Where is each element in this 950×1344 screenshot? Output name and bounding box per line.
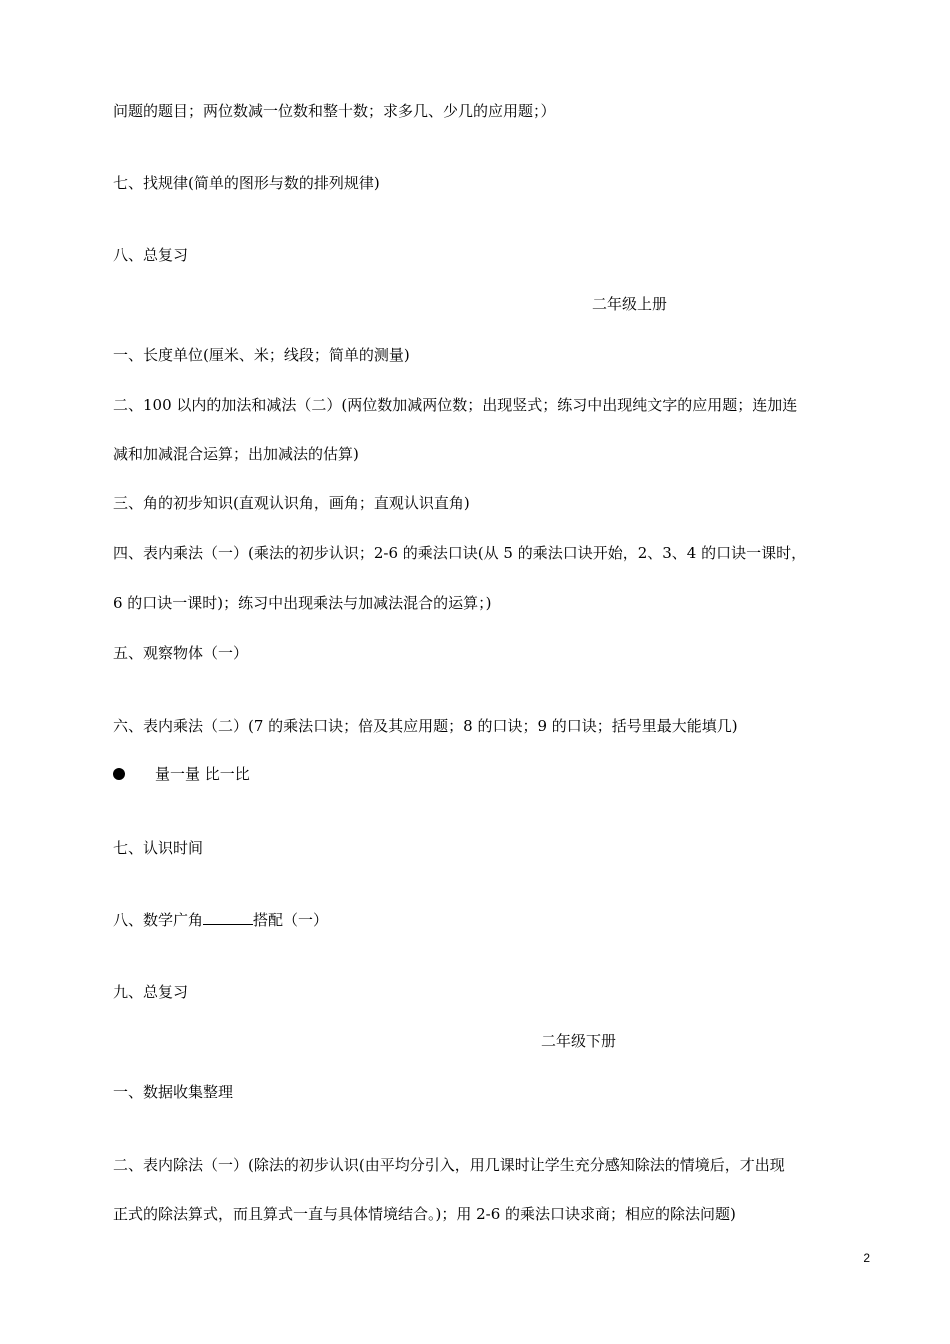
page-number: 2 [863,1251,870,1265]
text-line-chapter-4-continued: 6 的口诀一课时)；练习中出现乘法与加减法混合的运算；) [113,594,492,612]
text-line-chapter-8-review: 八、总复习 [113,246,189,264]
text-line-continuation: 问题的题目；两位数减一位数和整十数；求多几、少几的应用题；） [113,102,556,120]
text-line-chapter-1-data: 一、数据收集整理 [113,1083,234,1101]
text-line-chapter-8-math-corner [113,910,328,930]
text-line-chapter-4-multiplication: 四、表内乘法（一）(乘法的初步认识；2-6 的乘法口诀(从 5 的乘法口诀开始，2、3、4 的口诀一课时， [113,544,807,562]
section-heading-grade2-vol1: 二年级上册 [592,295,668,313]
text-line-chapter-6-multiplication: 六、表内乘法（二）(7 的乘法口诀；倍及其应用题；8 的口诀；9 的口诀；括号里最大能填几) [113,717,738,735]
math-corner-label: 八、数学广角 [113,911,204,929]
section-heading-grade2-vol2: 二年级下册 [541,1032,617,1050]
text-line-chapter-2-division: 二、表内除法（一）(除法的初步认识(由平均分引入，用几课时让学生充分感知除法的情境后，才出现 [113,1156,785,1174]
text-line-chapter-9-review: 九、总复习 [113,983,189,1001]
text-line-chapter-2-continued: 减和加减混合运算；出加减法的估算) [113,445,359,463]
text-line-chapter-7-patterns: 七、找规律(简单的图形与数的排列规律) [113,174,380,192]
bullet-item-measure-compare: 量一量 比一比 [155,765,250,783]
text-line-chapter-7-time: 七、认识时间 [113,839,204,857]
text-line-chapter-2-addition: 二、100 以内的加法和减法（二）(两位数加减两位数；出现竖式；练习中出现纯文字的应用题；连加连 [113,396,798,414]
bullet-icon [113,768,125,780]
text-line-chapter-3-angles: 三、角的初步知识(直观认识角，画角；直观认识直角) [113,494,470,512]
blank-underline [203,910,253,925]
text-line-chapter-1-length: 一、长度单位(厘米、米；线段；简单的测量) [113,346,410,364]
matching-label: 搭配（一） [253,911,329,929]
text-line-chapter-5-observe: 五、观察物体（一） [113,644,249,662]
text-line-chapter-2-division-continued: 正式的除法算式，而且算式一直与具体情境结合。)；用 2-6 的乘法口诀求商；相应的除法问题) [113,1205,736,1223]
